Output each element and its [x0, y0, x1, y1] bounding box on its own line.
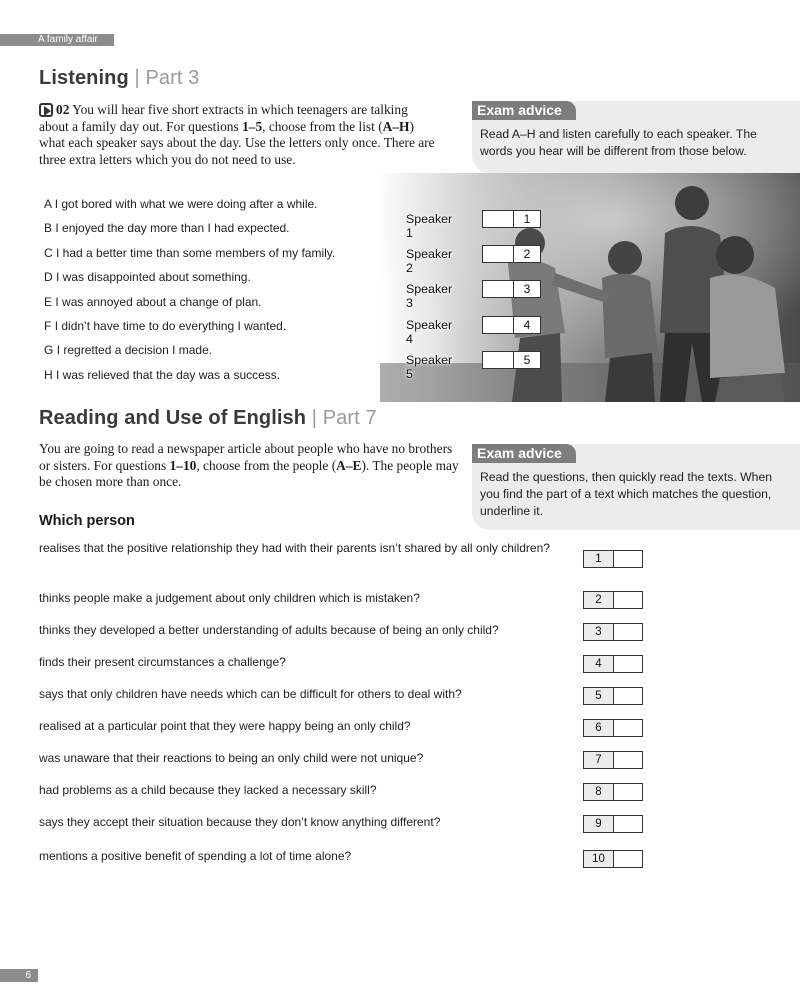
- reading-intro-text-1: You are going to read a newspaper article about people who have no brothers or sisters. For questions: [39, 441, 453, 473]
- question-7-answer-box[interactable]: [613, 751, 643, 769]
- question-6-box: [583, 719, 643, 737]
- question-number: 8: [583, 783, 614, 801]
- question-number: 9: [583, 815, 614, 833]
- listening-instructions: [39, 102, 439, 168]
- exam-advice-text: Read A–H and listen carefully to each speaker. The words you hear will be different from those below.: [480, 127, 757, 158]
- question-7-box: [583, 751, 643, 769]
- speaker-number-box: 1: [513, 210, 541, 228]
- reading-exam-advice: [472, 444, 800, 530]
- speaker-5-answer-box[interactable]: [482, 351, 514, 369]
- exam-advice-title: Exam advice: [472, 101, 576, 120]
- option-a: [44, 196, 335, 220]
- question-3-answer-box[interactable]: [613, 623, 643, 641]
- reading-intro-text-3: ). The people may be chosen more than once.: [39, 457, 459, 490]
- question-2-box: [583, 591, 643, 609]
- question-number: 6: [583, 719, 614, 737]
- speaker-label: Speaker 3: [406, 282, 453, 311]
- question-number: 7: [583, 751, 614, 769]
- speaker-number-box: 3: [513, 280, 541, 298]
- question-10-box: [583, 850, 643, 868]
- question-number: 10: [583, 850, 614, 868]
- question-7-text: was unaware that their reactions to being an only child were not unique?: [39, 751, 424, 765]
- heading-separator: |: [311, 407, 318, 429]
- speaker-label: Speaker 4: [406, 317, 453, 346]
- option-letter: B: [44, 221, 53, 236]
- track-number: 02: [56, 102, 70, 117]
- exam-advice-text: Read the questions, then quickly read the texts. When you find the part of a text which matches the question, underline it.: [480, 470, 772, 518]
- listening-heading: [39, 67, 199, 90]
- option-f: [44, 318, 335, 342]
- reading-intro-text-2: , choose from the people (: [196, 457, 337, 473]
- question-4-text: finds their present circumstances a challenge?: [39, 655, 286, 669]
- listening-part: Part 3: [145, 67, 200, 89]
- question-4-answer-box[interactable]: [613, 655, 643, 673]
- unit-title: A family affair: [38, 34, 98, 45]
- question-number: 3: [583, 623, 614, 641]
- speaker-1-answer-box[interactable]: [482, 210, 514, 228]
- question-1-text: realises that the positive relationship they had with their parents isn’t shared by all only children?: [39, 541, 550, 555]
- speaker-label: Speaker 1: [406, 212, 453, 240]
- question-1-answer-box[interactable]: [613, 550, 643, 568]
- speaker-number-box: 2: [513, 245, 541, 263]
- question-10-answer-box[interactable]: [613, 850, 643, 868]
- option-h: [44, 367, 335, 391]
- listening-intro-text-2: , choose from the list (: [262, 118, 383, 134]
- option-letter: G: [44, 343, 54, 358]
- option-letter: A: [44, 197, 52, 211]
- question-2-answer-box[interactable]: [613, 591, 643, 609]
- page-number: 6: [0, 969, 38, 982]
- reading-letter-range: A–E: [336, 457, 362, 473]
- speaker-number-box: 5: [513, 351, 541, 369]
- option-text: I was disappointed about something.: [56, 270, 251, 285]
- question-3-box: [583, 623, 643, 641]
- option-letter: D: [44, 270, 53, 285]
- question-9-text: says they accept their situation because they don’t know anything different?: [39, 815, 441, 829]
- listening-letter-range: A–H: [382, 118, 410, 134]
- question-1-box: [583, 550, 643, 568]
- question-8-box: [583, 783, 643, 801]
- listening-intro-text-3: ) what each speaker says about the day. Use the letters only once. There are three extra letters which you do not need to use.: [39, 118, 435, 167]
- question-number: 1: [583, 550, 614, 568]
- question-6-answer-box[interactable]: [613, 719, 643, 737]
- speaker-label: Speaker 2: [406, 247, 453, 276]
- option-letter: E: [44, 294, 53, 309]
- question-number: 4: [583, 655, 614, 673]
- option-text: I didn’t have time to do everything I wanted.: [54, 318, 287, 333]
- question-5-box: [583, 687, 643, 705]
- question-5-text: says that only children have needs which can be difficult for others to deal with?: [39, 687, 462, 701]
- reading-heading: [39, 407, 377, 430]
- heading-separator: |: [134, 67, 140, 89]
- exam-advice-title: Exam advice: [472, 444, 576, 463]
- reading-title: Reading and Use of English: [39, 407, 307, 429]
- listening-question-range: 1–5: [242, 118, 263, 134]
- listening-intro-text-1: You will hear five short extracts in which teenagers are talking about a family day out. For questions: [39, 102, 408, 134]
- speaker-label: Speaker 5: [406, 352, 453, 381]
- question-5-answer-box[interactable]: [613, 687, 643, 705]
- option-c: [44, 245, 335, 269]
- speaker-2-answer-box[interactable]: [482, 245, 514, 263]
- listening-title: Listening: [39, 67, 129, 89]
- reading-part: Part 7: [322, 407, 377, 429]
- unit-title-tab: [0, 34, 114, 46]
- question-6-text: realised at a particular point that they were happy being an only child?: [39, 719, 411, 733]
- reading-question-range: 1–10: [169, 457, 197, 473]
- option-text: I enjoyed the day more than I had expected.: [55, 221, 290, 236]
- answer-options-list: [44, 196, 335, 391]
- question-8-answer-box[interactable]: [613, 783, 643, 801]
- which-person-heading: Which person: [39, 513, 135, 529]
- question-number: 2: [583, 591, 614, 609]
- option-d: [44, 269, 335, 293]
- question-number: 5: [583, 687, 614, 705]
- option-letter: C: [44, 245, 53, 260]
- question-9-box: [583, 815, 643, 833]
- listening-exam-advice: [472, 101, 800, 173]
- option-letter: H: [44, 367, 53, 382]
- question-4-box: [583, 655, 643, 673]
- option-text: I was annoyed about a change of plan.: [55, 294, 262, 309]
- option-text: I regretted a decision I made.: [56, 343, 213, 358]
- reading-instructions: [39, 441, 459, 491]
- question-2-text: thinks people make a judgement about only children which is mistaken?: [39, 591, 420, 605]
- option-g: [44, 342, 335, 366]
- question-3-text: thinks they developed a better understanding of adults because of being an only child?: [39, 623, 499, 637]
- audio-track-icon: [39, 103, 53, 117]
- option-text: I had a better time than some members of my family.: [56, 245, 336, 260]
- speaker-4-answer-box[interactable]: [482, 316, 514, 334]
- question-8-text: had problems as a child because they lacked a necessary skill?: [39, 783, 377, 797]
- speaker-number-box: 4: [513, 316, 541, 334]
- question-10-text: mentions a positive benefit of spending a lot of time alone?: [39, 849, 352, 863]
- option-e: [44, 294, 335, 318]
- question-9-answer-box[interactable]: [613, 815, 643, 833]
- option-letter: F: [44, 318, 52, 333]
- option-b: [44, 220, 335, 244]
- option-text: I got bored with what we were doing after a while.: [54, 197, 318, 211]
- option-text: I was relieved that the day was a success.: [56, 367, 281, 382]
- speaker-3-answer-box[interactable]: [482, 280, 514, 298]
